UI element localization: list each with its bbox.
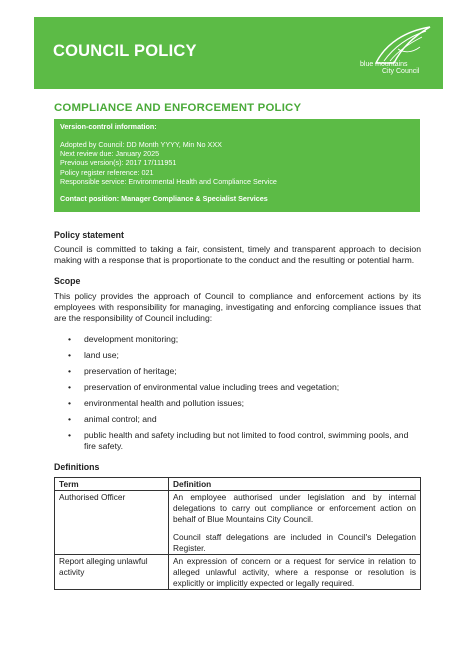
document-body [54, 230, 421, 590]
definition-column-header: Definition [169, 477, 421, 491]
policy-statement-text: Council is committed to taking a fair, consistent, timely and transparent approach to decision making with a response that is proportionate to the conduct and the resulting or potential harm. [54, 244, 421, 266]
definition-cell: An employee authorised under legislation and by internal delegations to carry out compliance or enforcement action on behalf of Blue Mountains City Council. Council staff delegations are included in Council's Delegation Register. [169, 491, 421, 555]
list-item: • preservation of environmental value including trees and vegetation; [68, 381, 340, 392]
list-item: • land use; [68, 349, 119, 360]
list-item: • animal control; and [68, 413, 157, 424]
contact-position: Contact position: Manager Compliance & Specialist Services [60, 193, 268, 203]
list-item: • preservation of heritage; [68, 365, 177, 376]
definition-cell: An expression of concern or a request for service in relation to alleged unlawful activity, where a response or resolution is explicitly or implicitly expected or legally required. [169, 555, 421, 590]
table-row [55, 491, 421, 555]
term-column-header: Term [55, 477, 169, 491]
definitions-table [54, 477, 421, 590]
table-header-row [55, 477, 421, 491]
adopted-date: Adopted by Council: DD Month YYYY, Min No XXX [60, 140, 222, 150]
bullet-icon: • [68, 365, 72, 376]
table-row [55, 555, 421, 590]
list-item: • development monitoring; [68, 333, 179, 344]
bullet-icon: • [68, 333, 72, 344]
council-logo [356, 23, 438, 85]
document-title: COMPLIANCE AND ENFORCEMENT POLICY [54, 102, 302, 114]
next-review: Next review due: January 2025 [60, 149, 160, 159]
header-banner [34, 17, 443, 89]
bullet-icon: • [68, 349, 72, 360]
bullet-icon: • [68, 397, 72, 408]
version-control-box [54, 119, 420, 212]
scope-list [68, 334, 421, 452]
register-reference: Policy register reference: 021 [60, 167, 154, 177]
list-item: • public health and safety including but not limited to food control, swimming pools, and fire safety. [68, 429, 409, 451]
version-control-heading: Version-control information: [60, 122, 157, 131]
definitions-heading: Definitions [54, 461, 100, 472]
bullet-icon: • [68, 381, 72, 392]
banner-title: COUNCIL POLICY [53, 42, 197, 60]
bullet-icon: • [68, 429, 72, 440]
responsible-service: Responsible service: Environmental Health and Compliance Service [60, 176, 277, 186]
policy-statement-heading: Policy statement [54, 230, 124, 240]
bullet-icon: • [68, 413, 72, 424]
scope-text: This policy provides the approach of Council to compliance and enforcement actions by its employees with responsibility for managing, investigating and enforcing compliance issues that are the responsibility of Council including: [54, 290, 421, 323]
logo-wordmark: blue mountains City Council [360, 61, 420, 76]
term-cell: Report alleging unlawful activity [55, 555, 169, 590]
term-cell: Authorised Officer [55, 491, 169, 555]
previous-versions: Previous version(s): 2017 17/111951 [60, 158, 177, 168]
list-item: • environmental health and pollution issues; [68, 397, 245, 408]
scope-heading: Scope [54, 276, 81, 287]
